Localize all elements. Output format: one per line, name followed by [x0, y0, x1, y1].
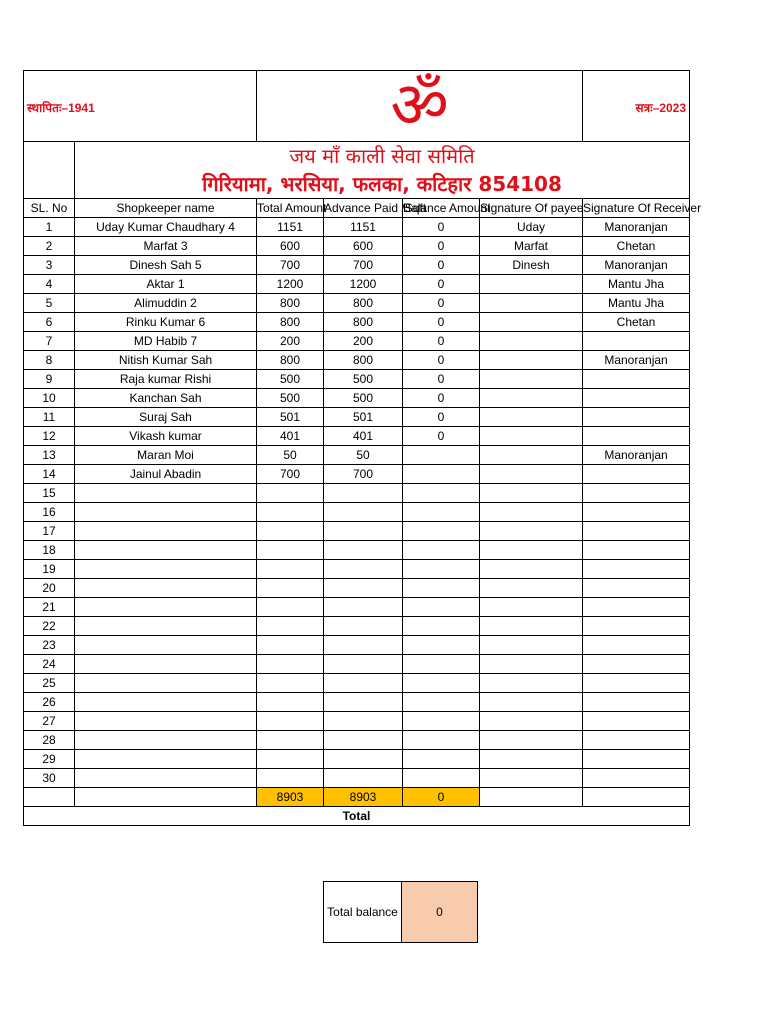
- ledger-sheet: [23, 69, 702, 826]
- cell-payee-signature: [480, 674, 583, 693]
- cell-sl: 28: [24, 731, 75, 750]
- cell-receiver-signature: [583, 560, 690, 579]
- cell-payee-signature: [480, 370, 583, 389]
- cell-balance-amount: [403, 579, 480, 598]
- cell-sl: 7: [24, 332, 75, 351]
- table-row: [24, 484, 690, 503]
- cell-payee-signature: [480, 332, 583, 351]
- cell-payee-signature: [480, 446, 583, 465]
- org-address: गिरियामा, भरसिया, फलका, कटिहार 854108: [202, 172, 562, 196]
- cell-sl: 25: [24, 674, 75, 693]
- cell-shopkeeper-name: [75, 750, 257, 769]
- header-top-row: [24, 71, 690, 142]
- cell-payee-signature: [480, 351, 583, 370]
- cell-balance-amount: [403, 769, 480, 788]
- cell-advance-paid: 401: [324, 427, 403, 446]
- cell-receiver-signature: Chetan: [583, 313, 690, 332]
- cell-shopkeeper-name: [75, 655, 257, 674]
- cell-balance-amount: [403, 674, 480, 693]
- cell-shopkeeper-name: Alimuddin 2: [75, 294, 257, 313]
- cell-shopkeeper-name: [75, 617, 257, 636]
- cell-advance-paid: [324, 750, 403, 769]
- organization-name: [75, 142, 690, 199]
- cell-balance-amount: [403, 560, 480, 579]
- cell-total-amount: [257, 598, 324, 617]
- cell-advance-paid: [324, 503, 403, 522]
- cell-sl: 30: [24, 769, 75, 788]
- cell-receiver-signature: [583, 769, 690, 788]
- established-year: स्थापितः–1941: [24, 71, 257, 142]
- cell-receiver-signature: [583, 617, 690, 636]
- cell-sl: 13: [24, 446, 75, 465]
- cell-sl: 4: [24, 275, 75, 294]
- cell-payee-signature: [480, 389, 583, 408]
- cell-total-amount: [257, 769, 324, 788]
- table-row: [24, 636, 690, 655]
- cell-total-amount: 700: [257, 256, 324, 275]
- cell-payee-signature: [480, 522, 583, 541]
- cell-balance-amount: [403, 712, 480, 731]
- cell-payee-signature: [480, 313, 583, 332]
- cell-advance-paid: [324, 560, 403, 579]
- cell-shopkeeper-name: Maran Moi: [75, 446, 257, 465]
- cell-balance-amount: [403, 446, 480, 465]
- cell-sl: 15: [24, 484, 75, 503]
- cell-advance-paid: 500: [324, 389, 403, 408]
- cell-advance-paid: 700: [324, 256, 403, 275]
- col-name-header: Shopkeeper name: [75, 199, 257, 218]
- cell-payee-signature: [480, 731, 583, 750]
- cell-payee-signature: Uday: [480, 218, 583, 237]
- table-row: [24, 617, 690, 636]
- cell-receiver-signature: [583, 693, 690, 712]
- col-sl-header: SL. No: [24, 199, 75, 218]
- cell-payee-signature: Dinesh: [480, 256, 583, 275]
- total-balance-value: 0: [402, 882, 478, 943]
- cell-receiver-signature: [583, 712, 690, 731]
- cell-sl: 3: [24, 256, 75, 275]
- table-row: [24, 693, 690, 712]
- cell-sl: 9: [24, 370, 75, 389]
- cell-sl: 21: [24, 598, 75, 617]
- cell-balance-amount: 0: [403, 294, 480, 313]
- cell-advance-paid: 800: [324, 294, 403, 313]
- cell-payee-signature: [480, 579, 583, 598]
- cell-shopkeeper-name: Suraj Sah: [75, 408, 257, 427]
- cell-receiver-signature: Mantu Jha: [583, 275, 690, 294]
- cell-shopkeeper-name: Vikash kumar: [75, 427, 257, 446]
- cell-total-amount: [257, 674, 324, 693]
- cell-total-amount: 401: [257, 427, 324, 446]
- cell-advance-paid: [324, 655, 403, 674]
- cell-advance-paid: 1200: [324, 275, 403, 294]
- table-row: [24, 218, 690, 237]
- cell-balance-amount: 0: [403, 237, 480, 256]
- table-row: [24, 332, 690, 351]
- cell-advance-paid: [324, 617, 403, 636]
- cell-advance-paid: 600: [324, 237, 403, 256]
- cell-balance-amount: [403, 655, 480, 674]
- col-advance-header: Advance Paid /Sqft: [324, 199, 403, 218]
- blank-cell: [24, 142, 75, 199]
- cell-sl: 1: [24, 218, 75, 237]
- cell-total-amount: 50: [257, 446, 324, 465]
- cell-sl: 16: [24, 503, 75, 522]
- cell-advance-paid: [324, 541, 403, 560]
- cell-advance-paid: [324, 693, 403, 712]
- cell-balance-amount: [403, 693, 480, 712]
- cell-balance-amount: 0: [403, 427, 480, 446]
- cell-total-amount: 1200: [257, 275, 324, 294]
- cell-shopkeeper-name: [75, 541, 257, 560]
- cell-sl: 23: [24, 636, 75, 655]
- cell-total-amount: [257, 503, 324, 522]
- cell-shopkeeper-name: [75, 693, 257, 712]
- cell-payee-signature: Marfat: [480, 237, 583, 256]
- cell-balance-amount: 0: [403, 256, 480, 275]
- cell-shopkeeper-name: [75, 636, 257, 655]
- cell-sl: 11: [24, 408, 75, 427]
- cell-receiver-signature: [583, 636, 690, 655]
- organization-row: [24, 142, 690, 199]
- cell-receiver-signature: [583, 598, 690, 617]
- cell-payee-signature: [480, 503, 583, 522]
- cell-advance-paid: [324, 731, 403, 750]
- cell-sl: 27: [24, 712, 75, 731]
- table-row: [24, 579, 690, 598]
- total-balance-label: Total balance: [324, 882, 402, 943]
- table-row: [24, 731, 690, 750]
- cell-sl: 2: [24, 237, 75, 256]
- cell-total-amount: 501: [257, 408, 324, 427]
- ledger-table: [23, 69, 702, 826]
- cell-receiver-signature: [583, 332, 690, 351]
- cell-receiver-signature: [583, 484, 690, 503]
- cell-receiver-signature: Manoranjan: [583, 351, 690, 370]
- cell-balance-amount: 0: [403, 370, 480, 389]
- cell-shopkeeper-name: Marfat 3: [75, 237, 257, 256]
- cell-shopkeeper-name: Rinku Kumar 6: [75, 313, 257, 332]
- blank-cell: [24, 788, 75, 807]
- column-header-row: [24, 199, 690, 218]
- cell-balance-amount: [403, 750, 480, 769]
- sum-balance-amount: 0: [403, 788, 480, 807]
- cell-receiver-signature: Manoranjan: [583, 446, 690, 465]
- cell-sl: 22: [24, 617, 75, 636]
- cell-receiver-signature: Manoranjan: [583, 256, 690, 275]
- cell-receiver-signature: Chetan: [583, 237, 690, 256]
- col-payee-signature-header: Signature Of payee: [480, 199, 583, 218]
- cell-payee-signature: [480, 560, 583, 579]
- cell-sl: 24: [24, 655, 75, 674]
- cell-balance-amount: 0: [403, 218, 480, 237]
- cell-receiver-signature: [583, 389, 690, 408]
- col-balance-header: Balance Amount: [403, 199, 480, 218]
- cell-total-amount: [257, 560, 324, 579]
- cell-receiver-signature: Manoranjan: [583, 218, 690, 237]
- cell-payee-signature: [480, 693, 583, 712]
- cell-payee-signature: [480, 598, 583, 617]
- cell-total-amount: 800: [257, 351, 324, 370]
- cell-sl: 5: [24, 294, 75, 313]
- cell-payee-signature: [480, 408, 583, 427]
- cell-total-amount: [257, 712, 324, 731]
- cell-balance-amount: 0: [403, 389, 480, 408]
- cell-total-amount: 200: [257, 332, 324, 351]
- cell-sl: 18: [24, 541, 75, 560]
- table-row: [24, 674, 690, 693]
- cell-receiver-signature: [583, 674, 690, 693]
- cell-receiver-signature: [583, 408, 690, 427]
- cell-shopkeeper-name: Kanchan Sah: [75, 389, 257, 408]
- cell-payee-signature: [480, 465, 583, 484]
- table-row: [24, 389, 690, 408]
- table-row: [24, 256, 690, 275]
- om-symbol-cell: [257, 71, 583, 142]
- cell-shopkeeper-name: [75, 769, 257, 788]
- cell-payee-signature: [480, 294, 583, 313]
- cell-shopkeeper-name: Raja kumar Rishi: [75, 370, 257, 389]
- cell-receiver-signature: [583, 465, 690, 484]
- cell-shopkeeper-name: [75, 598, 257, 617]
- cell-payee-signature: [480, 769, 583, 788]
- cell-receiver-signature: [583, 731, 690, 750]
- total-label-row: [24, 807, 690, 826]
- cell-total-amount: 600: [257, 237, 324, 256]
- cell-sl: 19: [24, 560, 75, 579]
- cell-payee-signature: [480, 275, 583, 294]
- cell-total-amount: [257, 617, 324, 636]
- cell-total-amount: 800: [257, 294, 324, 313]
- cell-total-amount: 800: [257, 313, 324, 332]
- cell-balance-amount: 0: [403, 275, 480, 294]
- cell-payee-signature: [480, 636, 583, 655]
- cell-total-amount: [257, 731, 324, 750]
- cell-advance-paid: 700: [324, 465, 403, 484]
- cell-sl: 20: [24, 579, 75, 598]
- cell-payee-signature: [480, 427, 583, 446]
- table-row: [24, 408, 690, 427]
- cell-balance-amount: [403, 598, 480, 617]
- table-row: [24, 370, 690, 389]
- blank-cell: [75, 788, 257, 807]
- table-row: [24, 275, 690, 294]
- cell-advance-paid: [324, 674, 403, 693]
- cell-advance-paid: 1151: [324, 218, 403, 237]
- cell-balance-amount: [403, 503, 480, 522]
- table-row: [24, 427, 690, 446]
- cell-balance-amount: 0: [403, 313, 480, 332]
- session-year: सत्रः–2023: [583, 71, 690, 142]
- cell-receiver-signature: [583, 522, 690, 541]
- cell-total-amount: 500: [257, 389, 324, 408]
- cell-total-amount: [257, 693, 324, 712]
- cell-shopkeeper-name: MD Habib 7: [75, 332, 257, 351]
- cell-shopkeeper-name: [75, 579, 257, 598]
- cell-total-amount: [257, 541, 324, 560]
- table-row: [24, 522, 690, 541]
- cell-payee-signature: [480, 484, 583, 503]
- cell-receiver-signature: [583, 541, 690, 560]
- cell-advance-paid: [324, 636, 403, 655]
- cell-advance-paid: [324, 484, 403, 503]
- cell-total-amount: 500: [257, 370, 324, 389]
- cell-payee-signature: [480, 750, 583, 769]
- table-row: [24, 598, 690, 617]
- table-row: [24, 750, 690, 769]
- cell-payee-signature: [480, 655, 583, 674]
- table-row: [24, 446, 690, 465]
- cell-shopkeeper-name: [75, 484, 257, 503]
- cell-balance-amount: 0: [403, 332, 480, 351]
- cell-receiver-signature: Mantu Jha: [583, 294, 690, 313]
- cell-balance-amount: [403, 465, 480, 484]
- cell-payee-signature: [480, 541, 583, 560]
- cell-payee-signature: [480, 712, 583, 731]
- sum-total-amount: 8903: [257, 788, 324, 807]
- cell-receiver-signature: [583, 427, 690, 446]
- cell-balance-amount: [403, 617, 480, 636]
- table-row: [24, 465, 690, 484]
- cell-total-amount: [257, 579, 324, 598]
- cell-total-amount: [257, 750, 324, 769]
- blank-cell: [583, 788, 690, 807]
- table-row: [24, 541, 690, 560]
- cell-shopkeeper-name: Aktar 1: [75, 275, 257, 294]
- cell-balance-amount: 0: [403, 408, 480, 427]
- table-row: [24, 503, 690, 522]
- cell-shopkeeper-name: [75, 503, 257, 522]
- table-row: [24, 560, 690, 579]
- cell-shopkeeper-name: [75, 522, 257, 541]
- cell-payee-signature: [480, 617, 583, 636]
- cell-sl: 17: [24, 522, 75, 541]
- table-row: [24, 351, 690, 370]
- cell-shopkeeper-name: Nitish Kumar Sah: [75, 351, 257, 370]
- cell-sl: 29: [24, 750, 75, 769]
- cell-advance-paid: [324, 598, 403, 617]
- cell-receiver-signature: [583, 370, 690, 389]
- cell-balance-amount: [403, 522, 480, 541]
- cell-advance-paid: [324, 712, 403, 731]
- cell-shopkeeper-name: [75, 560, 257, 579]
- cell-total-amount: [257, 655, 324, 674]
- cell-advance-paid: [324, 579, 403, 598]
- cell-advance-paid: [324, 522, 403, 541]
- cell-advance-paid: 200: [324, 332, 403, 351]
- cell-sl: 10: [24, 389, 75, 408]
- cell-total-amount: 1151: [257, 218, 324, 237]
- om-logo-icon: ॐ: [390, 69, 449, 143]
- cell-balance-amount: 0: [403, 351, 480, 370]
- cell-sl: 12: [24, 427, 75, 446]
- cell-advance-paid: [324, 769, 403, 788]
- cell-sl: 26: [24, 693, 75, 712]
- cell-balance-amount: [403, 484, 480, 503]
- cell-shopkeeper-name: [75, 731, 257, 750]
- cell-advance-paid: 501: [324, 408, 403, 427]
- table-row: [24, 313, 690, 332]
- cell-sl: 14: [24, 465, 75, 484]
- cell-advance-paid: 50: [324, 446, 403, 465]
- cell-advance-paid: 500: [324, 370, 403, 389]
- table-row: [24, 712, 690, 731]
- blank-cell: [480, 788, 583, 807]
- cell-total-amount: [257, 484, 324, 503]
- table-row: [24, 237, 690, 256]
- cell-receiver-signature: [583, 579, 690, 598]
- cell-total-amount: [257, 636, 324, 655]
- total-balance-box: [323, 881, 478, 943]
- sum-advance-paid: 8903: [324, 788, 403, 807]
- cell-balance-amount: [403, 731, 480, 750]
- cell-total-amount: [257, 522, 324, 541]
- cell-receiver-signature: [583, 503, 690, 522]
- cell-total-amount: 700: [257, 465, 324, 484]
- cell-advance-paid: 800: [324, 313, 403, 332]
- cell-sl: 6: [24, 313, 75, 332]
- cell-receiver-signature: [583, 655, 690, 674]
- col-receiver-signature-header: Signature Of Receiver: [583, 199, 690, 218]
- cell-shopkeeper-name: Uday Kumar Chaudhary 4: [75, 218, 257, 237]
- sum-row: [24, 788, 690, 807]
- cell-receiver-signature: [583, 750, 690, 769]
- org-title: जय माँ काली सेवा समिति: [289, 144, 475, 168]
- cell-shopkeeper-name: Jainul Abadin: [75, 465, 257, 484]
- table-row: [24, 294, 690, 313]
- cell-shopkeeper-name: Dinesh Sah 5: [75, 256, 257, 275]
- col-total-header: Total Amount: [257, 199, 324, 218]
- cell-advance-paid: 800: [324, 351, 403, 370]
- cell-balance-amount: [403, 541, 480, 560]
- total-label: Total: [24, 807, 690, 826]
- cell-shopkeeper-name: [75, 674, 257, 693]
- table-row: [24, 655, 690, 674]
- cell-sl: 8: [24, 351, 75, 370]
- table-row: [24, 769, 690, 788]
- cell-balance-amount: [403, 636, 480, 655]
- cell-shopkeeper-name: [75, 712, 257, 731]
